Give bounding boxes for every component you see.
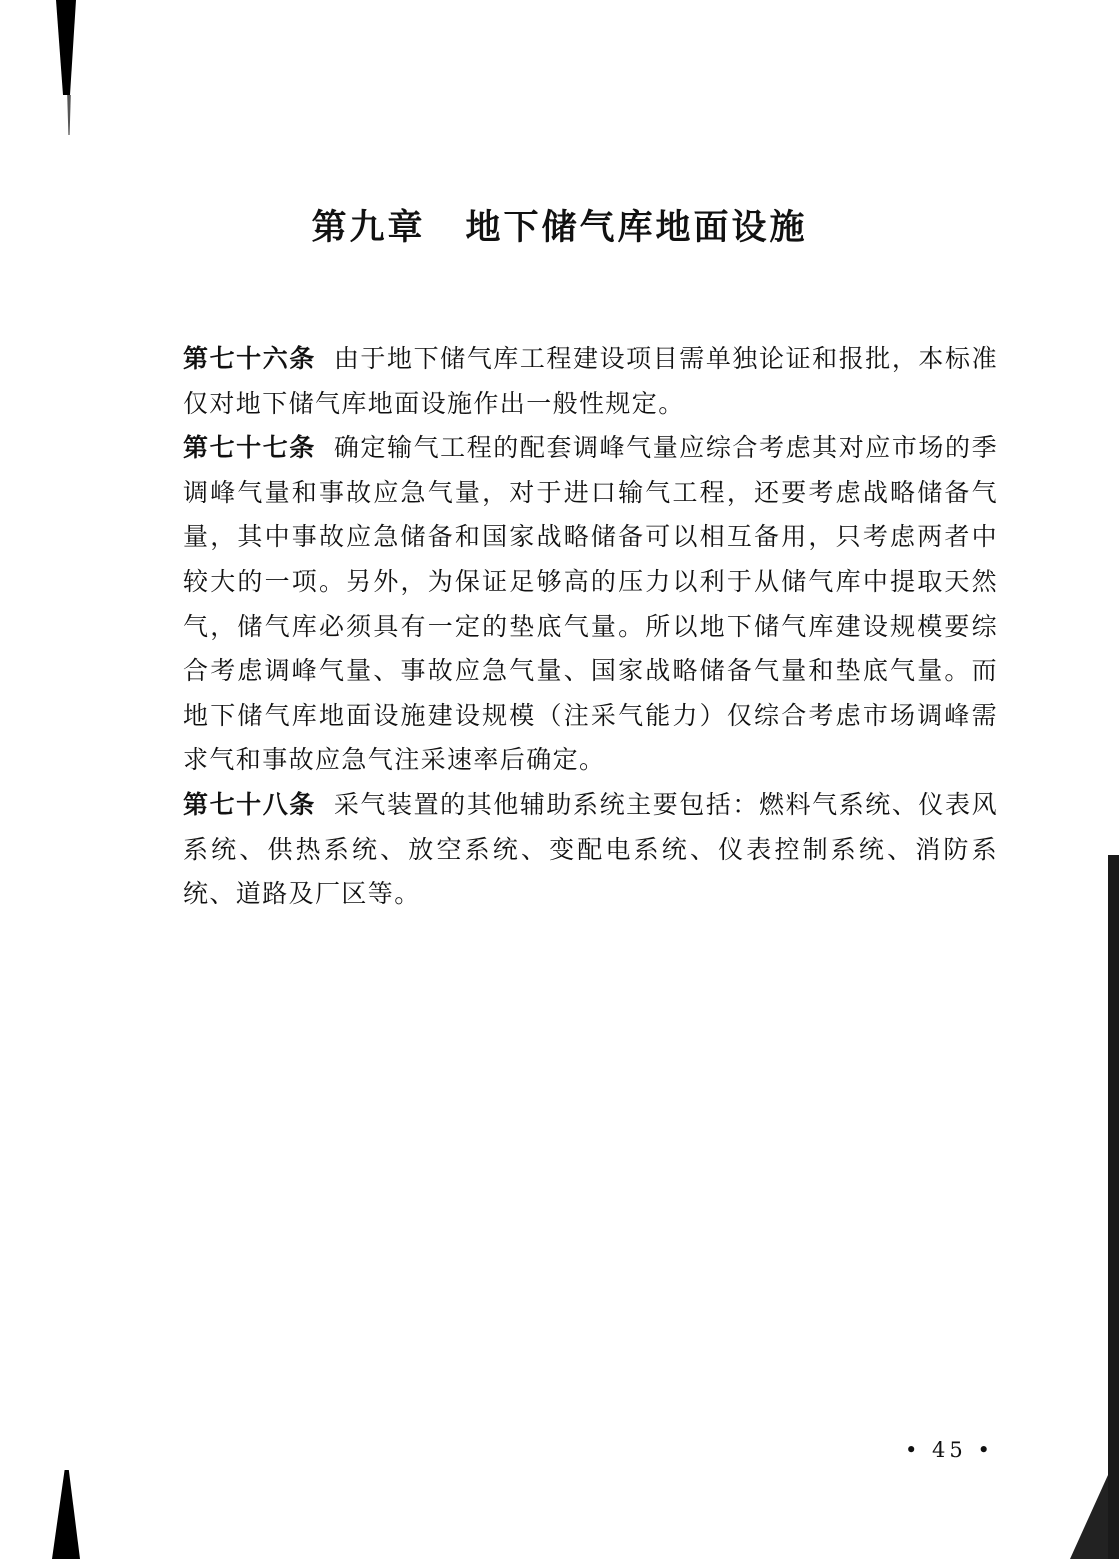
chapter-name: 地下储气库地面设施: [465, 208, 808, 248]
scan-edge-mark: [56, 0, 76, 95]
scan-edge-mark: [1070, 1475, 1108, 1559]
scan-edge-mark: [66, 95, 72, 135]
article-number: 第七十七条: [183, 433, 316, 463]
article-number: 第七十六条: [183, 344, 316, 373]
article-78: [183, 783, 998, 917]
article-list: [183, 337, 998, 917]
scan-edge-mark: [1108, 855, 1119, 1559]
article-text: 采气装置的其他辅助系统主要包括：燃料气系统、仪表风系统、供热系统、放空系统、变配电系统、仪表控制系统、消防系统、道路及厂区等。: [183, 789, 998, 909]
article-number: 第七十八条: [183, 789, 316, 819]
chapter-title: [0, 200, 1119, 250]
article-77: [183, 426, 998, 783]
scan-edge-mark: [52, 1470, 80, 1559]
chapter-number: 第九章: [311, 208, 426, 248]
article-76: [183, 337, 998, 426]
page-number: • 45 •: [905, 1438, 994, 1462]
article-text: 确定输气工程的配套调峰气量应综合考虑其对应市场的季调峰气量和事故应急气量，对于进口输气工程，还要考虑战略储备气量，其中事故应急储备和国家战略储备可以相互备用，只考虑两者中较大的一项。另外，为保证足够高的压力以利于从储气库中提取天然气，储气库必须具有一定的垫底气量。所以地下储气库建设规模要综合考虑调峰气量、事故应急气量、国家战略储备气量和垫底气量。而地下储气库地面设施建设规模（注采气能力）仅综合考虑市场调峰需求气和事故应急气注采速率后确定。: [183, 433, 998, 775]
article-text: 由于地下储气库工程建设项目需单独论证和报批，本标准仅对地下储气库地面设施作出一般性规定。: [183, 344, 998, 418]
